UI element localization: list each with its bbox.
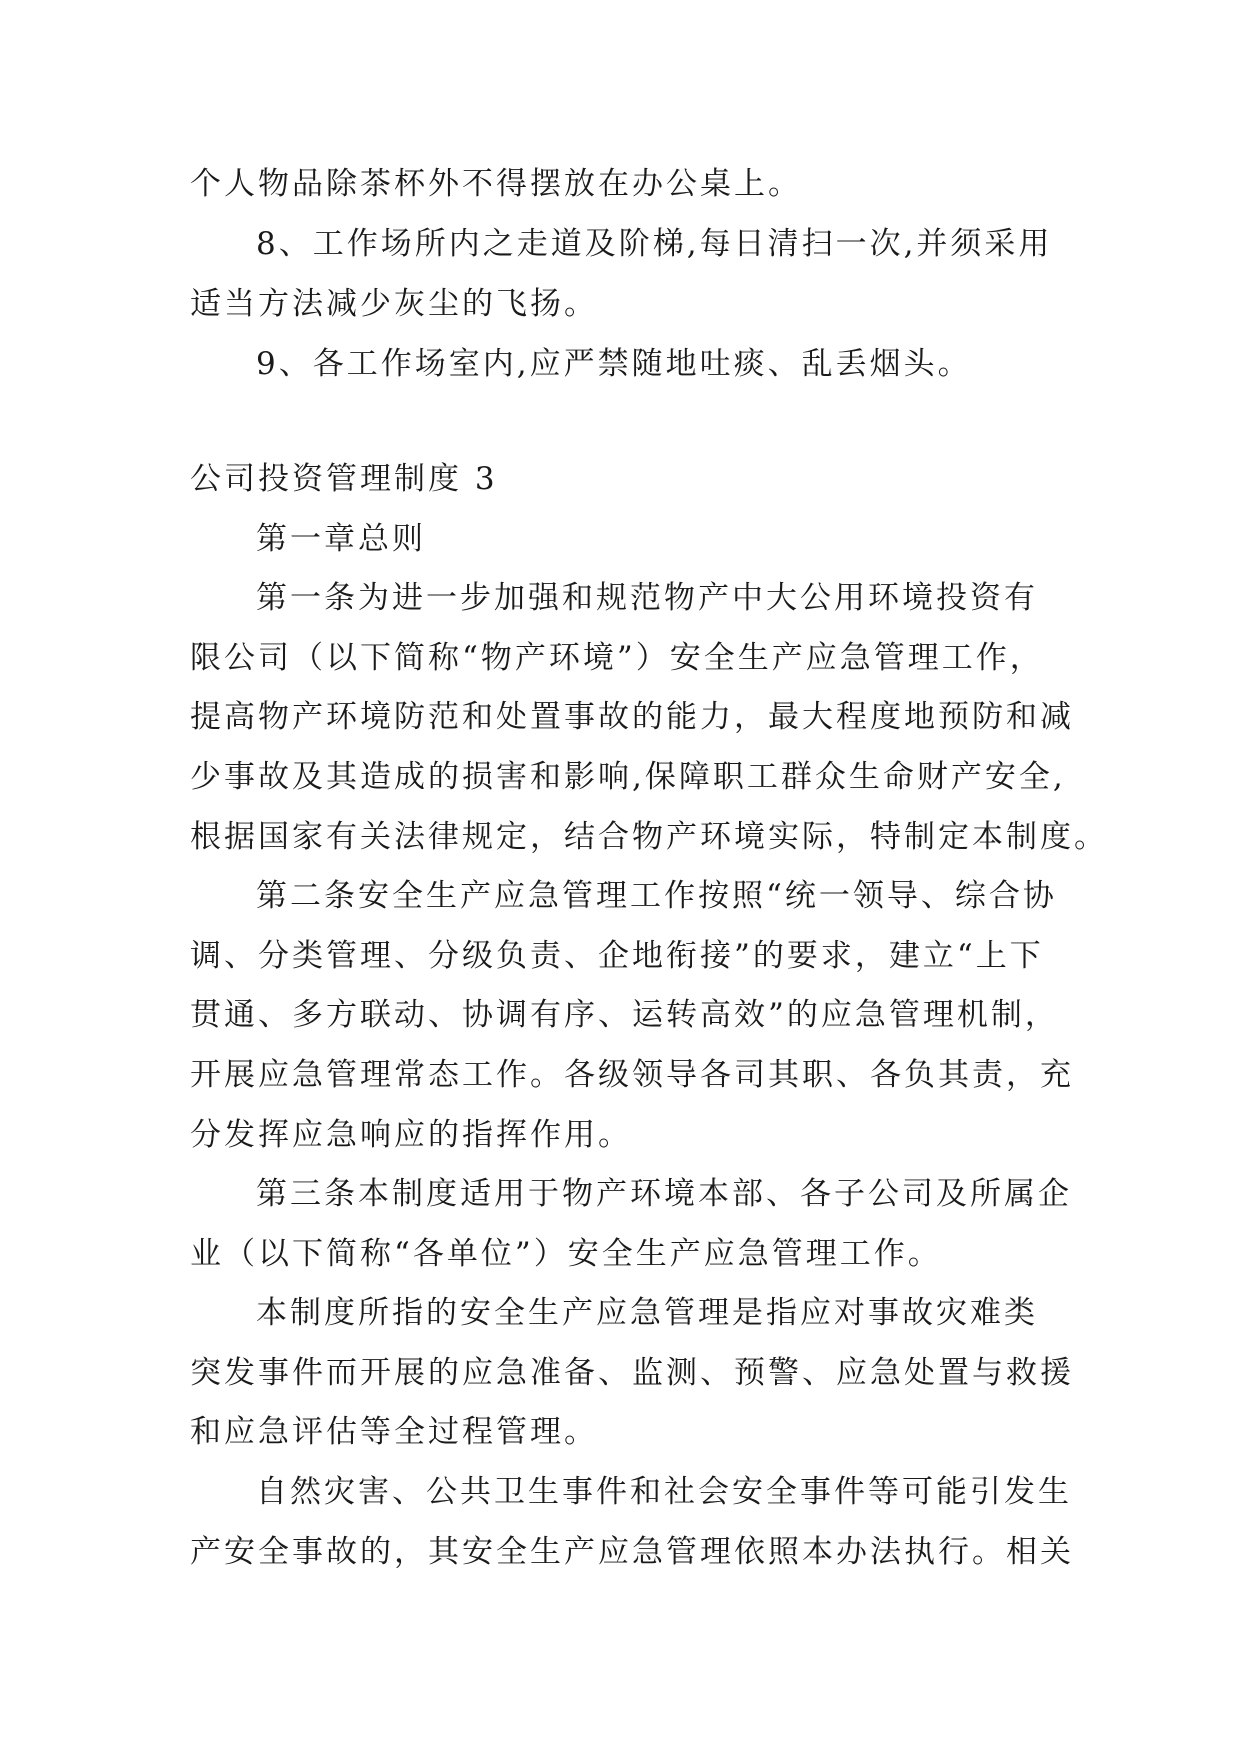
text-line: 和应急评估等全过程管理。 [190, 1414, 598, 1450]
text-line: 分发挥应急响应的指挥作用。 [190, 1117, 632, 1153]
text-line: 第二条安全生产应急管理工作按照“统一领导、综合协 [256, 878, 1057, 914]
text-line: 贯通、多方联动、协调有序、运转高效”的应急管理机制， [190, 997, 1059, 1033]
text-line: 开展应急管理常态工作。各级领导各司其职、各负其责，充 [190, 1057, 1074, 1093]
text-line: 自然灾害、公共卫生事件和社会安全事件等可能引发生 [256, 1474, 1072, 1510]
text-line: 业（以下简称“各单位”）安全生产应急管理工作。 [190, 1236, 942, 1272]
text-line: 少事故及其造成的损害和影响,保障职工群众生命财产安全, [190, 759, 1066, 795]
text-line: 调、分类管理、分级负责、企地衔接”的要求，建立“上下 [190, 938, 1044, 974]
text-line: 第三条本制度适用于物产环境本部、各子公司及所属企 [256, 1176, 1072, 1212]
chapter-heading: 第一章总则 [256, 521, 426, 557]
text-line: 8、工作场所内之走道及阶梯,每日清扫一次,并须采用 [256, 226, 1053, 262]
text-line: 9、各工作场室内,应严禁随地吐痰、乱丢烟头。 [256, 346, 972, 382]
text-line: 个人物品除茶杯外不得摆放在办公桌上。 [190, 166, 802, 202]
text-line: 适当方法减少灰尘的飞扬。 [190, 286, 598, 322]
section-title: 公司投资管理制度 3 [190, 461, 498, 497]
text-line: 限公司（以下简称“物产环境”）安全生产应急管理工作， [190, 640, 1044, 676]
text-line: 本制度所指的安全生产应急管理是指应对事故灾难类 [256, 1295, 1038, 1331]
text-line: 提高物产环境防范和处置事故的能力，最大程度地预防和减 [190, 699, 1074, 735]
text-line: 产安全事故的，其安全生产应急管理依照本办法执行。相关 [190, 1534, 1074, 1570]
text-line: 突发事件而开展的应急准备、监测、预警、应急处置与救援 [190, 1355, 1074, 1391]
text-line: 根据国家有关法律规定，结合物产环境实际，特制定本制度。 [190, 819, 1108, 855]
text-line: 第一条为进一步加强和规范物产中大公用环境投资有 [256, 580, 1038, 616]
